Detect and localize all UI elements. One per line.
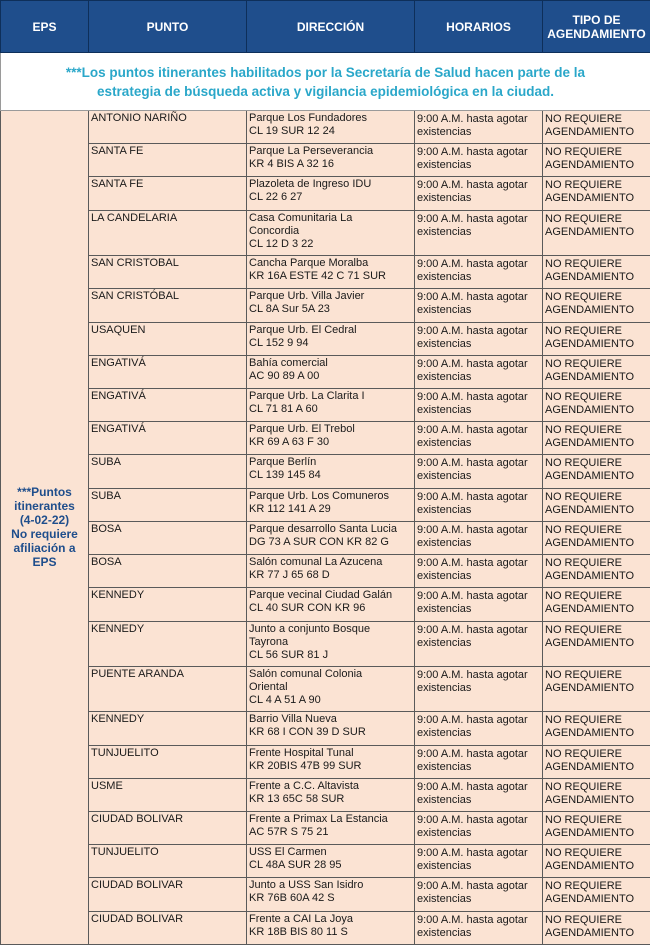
cell-horarios (415, 322, 543, 355)
cell-punto: CIUDAD BOLIVAR (89, 911, 247, 944)
scheduling-type-line: NO REQUIERE (545, 668, 623, 681)
address-line: CL 4 A 51 A 90 (249, 693, 321, 706)
cell-direccion (247, 422, 415, 455)
schedule-line: 9:00 A.M. hasta agotar (417, 847, 528, 860)
address-line: Cancha Parque Moralba (249, 257, 369, 270)
cell-direccion (247, 778, 415, 811)
scheduling-type-line: NO REQUIERE (545, 490, 623, 503)
address-line: Parque vecinal Ciudad Galán (249, 589, 393, 602)
cell-punto: SUBA (89, 488, 247, 521)
table-row (1, 588, 650, 621)
address-line: Parque desarrollo Santa Lucia (249, 522, 397, 535)
address-line: Frente a Primax La Estancia (249, 812, 388, 825)
address-line: KR 4 BIS A 32 16 (249, 158, 335, 171)
address-line: CL 56 SUR 81 J (249, 648, 329, 661)
scheduling-type-line: NO REQUIERE (545, 880, 623, 893)
scheduling-type-line: AGENDAMIENTO (545, 437, 635, 450)
table-row (1, 144, 650, 177)
cell-direccion (247, 712, 415, 745)
cell-punto: TUNJUELITO (89, 845, 247, 878)
address-line: Plazoleta de Ingreso IDU (249, 178, 372, 191)
schedule-line: existencias (417, 826, 472, 839)
cell-tipo-agendamiento (543, 422, 650, 455)
scheduling-type-line: AGENDAMIENTO (545, 159, 635, 172)
address-line: KR 76B 60A 42 S (249, 892, 335, 905)
address-line: Frente Hospital Tunal (249, 746, 354, 759)
cell-punto: ENGATIVÁ (89, 355, 247, 388)
scheduling-type-line: AGENDAMIENTO (545, 126, 635, 138)
eps-group-text: (4-02-22) (19, 513, 70, 528)
schedule-line: existencias (417, 727, 472, 740)
schedule-line: 9:00 A.M. hasta agotar (417, 146, 528, 159)
cell-punto: SUBA (89, 455, 247, 488)
cell-horarios (415, 388, 543, 421)
cell-horarios (415, 811, 543, 844)
cell-tipo-agendamiento (543, 521, 650, 554)
address-line: Tayrona (249, 635, 289, 648)
schedule-line: existencias (417, 536, 472, 549)
scheduling-type-line: NO REQUIERE (545, 714, 623, 727)
scheduling-type-line: NO REQUIERE (545, 913, 623, 926)
address-line: CL 12 D 3 22 (249, 237, 314, 250)
table-body (1, 111, 650, 945)
address-line: CL 71 81 A 60 (249, 402, 318, 415)
address-line: Concordia (249, 224, 300, 237)
schedule-line: existencias (417, 437, 472, 450)
address-line: AC 57R S 75 21 (249, 825, 329, 838)
cell-direccion (247, 388, 415, 421)
cell-direccion (247, 621, 415, 666)
cell-tipo-agendamiento (543, 111, 650, 144)
schedule-line: existencias (417, 370, 472, 383)
cell-horarios (415, 111, 543, 144)
table-row (1, 388, 650, 421)
scheduling-type-line: AGENDAMIENTO (545, 681, 635, 694)
cell-horarios (415, 712, 543, 745)
scheduling-type-line: AGENDAMIENTO (545, 826, 635, 839)
cell-horarios (415, 210, 543, 255)
cell-tipo-agendamiento (543, 666, 650, 711)
address-line: CL 40 SUR CON KR 96 (249, 602, 366, 615)
scheduling-type-line: NO REQUIERE (545, 623, 623, 636)
schedule-line: 9:00 A.M. hasta agotar (417, 357, 528, 370)
cell-tipo-agendamiento (543, 455, 650, 488)
table-row (1, 289, 650, 322)
scheduling-type-line: AGENDAMIENTO (545, 760, 635, 773)
cell-punto: BOSA (89, 521, 247, 554)
table-row (1, 555, 650, 588)
schedule-line: existencias (417, 271, 472, 284)
scheduling-type-line: AGENDAMIENTO (545, 603, 635, 616)
cell-punto: KENNEDY (89, 588, 247, 621)
scheduling-type-line: AGENDAMIENTO (545, 337, 635, 350)
scheduling-type-line: NO REQUIERE (545, 813, 623, 826)
address-line: USS El Carmen (249, 846, 327, 859)
schedule-line: existencias (417, 304, 472, 317)
cell-direccion (247, 455, 415, 488)
cell-direccion (247, 322, 415, 355)
address-line: CL 22 6 27 (249, 191, 303, 204)
scheduling-type-line: AGENDAMIENTO (545, 470, 635, 483)
cell-direccion (247, 911, 415, 944)
address-line: CL 152 9 94 (249, 336, 309, 349)
scheduling-type-line: AGENDAMIENTO (545, 536, 635, 549)
cell-tipo-agendamiento (543, 745, 650, 778)
table-row (1, 322, 650, 355)
address-line: AC 90 89 A 00 (249, 369, 320, 382)
cell-horarios (415, 621, 543, 666)
table-header (1, 1, 650, 53)
schedule-line: existencias (417, 603, 472, 616)
eps-group-text: EPS (32, 555, 57, 570)
table-row (1, 488, 650, 521)
scheduling-type-line: AGENDAMIENTO (545, 225, 635, 238)
header-direccion: DIRECCIÓN (247, 1, 415, 53)
address-line: CL 19 SUR 12 24 (249, 125, 335, 137)
table-row (1, 422, 650, 455)
eps-group-text: No requiere (11, 527, 78, 542)
scheduling-type-line: AGENDAMIENTO (545, 727, 635, 740)
cell-horarios (415, 666, 543, 711)
cell-punto: CIUDAD BOLIVAR (89, 878, 247, 911)
cell-direccion (247, 177, 415, 210)
cell-horarios (415, 488, 543, 521)
cell-direccion (247, 256, 415, 289)
schedule-line: existencias (417, 225, 472, 238)
cell-tipo-agendamiento (543, 778, 650, 811)
address-line: Parque Los Fundadores (249, 112, 368, 124)
schedule-line: existencias (417, 159, 472, 172)
address-line: CL 8A Sur 5A 23 (249, 303, 330, 316)
notice-text: ***Los puntos itinerantes habilitados por la Secretaría de Salud hacen parte de la estrategia de búsqueda activa y vigilancia epidemiológica en la ciudad. (1, 53, 650, 111)
schedule-line: 9:00 A.M. hasta agotar (417, 212, 528, 225)
schedule-line: 9:00 A.M. hasta agotar (417, 113, 528, 125)
cell-horarios (415, 778, 543, 811)
cell-horarios (415, 256, 543, 289)
schedule-line: 9:00 A.M. hasta agotar (417, 490, 528, 503)
schedule-line: 9:00 A.M. hasta agotar (417, 258, 528, 271)
scheduling-type-line: NO REQUIERE (545, 357, 623, 370)
cell-punto: USME (89, 778, 247, 811)
schedule-line: 9:00 A.M. hasta agotar (417, 523, 528, 536)
eps-group-cell (1, 111, 89, 945)
scheduling-type-line: NO REQUIERE (545, 212, 623, 225)
address-line: Parque Urb. Villa Javier (249, 290, 365, 303)
cell-tipo-agendamiento (543, 256, 650, 289)
cell-punto: BOSA (89, 555, 247, 588)
cell-punto: SAN CRISTÓBAL (89, 289, 247, 322)
scheduling-type-line: NO REQUIERE (545, 457, 623, 470)
schedule-line: existencias (417, 860, 472, 873)
schedule-line: existencias (417, 403, 472, 416)
schedule-line: existencias (417, 893, 472, 906)
cell-direccion (247, 111, 415, 144)
cell-tipo-agendamiento (543, 588, 650, 621)
cell-punto: SANTA FE (89, 177, 247, 210)
cell-horarios (415, 911, 543, 944)
schedule-line: 9:00 A.M. hasta agotar (417, 179, 528, 192)
scheduling-type-line: AGENDAMIENTO (545, 793, 635, 806)
cell-tipo-agendamiento (543, 911, 650, 944)
cell-tipo-agendamiento (543, 144, 650, 177)
cell-tipo-agendamiento (543, 322, 650, 355)
address-line: Parque Urb. El Cedral (249, 323, 357, 336)
cell-punto: ANTONIO NARIÑO (89, 111, 247, 144)
address-line: Oriental (249, 680, 288, 693)
scheduling-type-line: AGENDAMIENTO (545, 570, 635, 583)
address-line: KR 18B BIS 80 11 S (249, 925, 348, 938)
address-line: KR 112 141 A 29 (249, 502, 331, 515)
table-row (1, 455, 650, 488)
cell-tipo-agendamiento (543, 210, 650, 255)
schedule-line: existencias (417, 503, 472, 516)
address-line: Parque Berlín (249, 456, 317, 469)
address-line: Junto a USS San Isidro (249, 879, 364, 892)
eps-group-text: afiliación a (13, 541, 76, 556)
cell-tipo-agendamiento (543, 555, 650, 588)
header-tipo-agendamiento: TIPO DE AGENDAMIENTO (543, 1, 650, 53)
address-line: Parque Urb. El Trebol (249, 423, 355, 436)
scheduling-type-line: NO REQUIERE (545, 523, 623, 536)
cell-direccion (247, 488, 415, 521)
schedule-line: existencias (417, 470, 472, 483)
schedule-line: 9:00 A.M. hasta agotar (417, 668, 528, 681)
address-line: KR 16A ESTE 42 C 71 SUR (249, 270, 386, 283)
cell-punto: TUNJUELITO (89, 745, 247, 778)
cell-horarios (415, 177, 543, 210)
address-line: KR 13 65C 58 SUR (249, 792, 345, 805)
cell-horarios (415, 878, 543, 911)
address-line: Parque Urb. La Clarita I (249, 389, 365, 402)
address-line: Bahía comercial (249, 356, 328, 369)
cell-horarios (415, 555, 543, 588)
schedule-line: existencias (417, 760, 472, 773)
address-line: Frente a C.C. Altavista (249, 779, 360, 792)
table-row (1, 210, 650, 255)
schedule-line: 9:00 A.M. hasta agotar (417, 780, 528, 793)
address-line: Frente a CAI La Joya (249, 912, 353, 925)
cell-tipo-agendamiento (543, 845, 650, 878)
scheduling-type-line: AGENDAMIENTO (545, 636, 635, 649)
header-eps: EPS (1, 1, 89, 53)
schedule-line: 9:00 A.M. hasta agotar (417, 390, 528, 403)
address-line: Casa Comunitaria La (249, 211, 353, 224)
table-row (1, 521, 650, 554)
scheduling-type-line: AGENDAMIENTO (545, 192, 635, 205)
address-line: Salón comunal Colonia (249, 667, 363, 680)
scheduling-type-line: AGENDAMIENTO (545, 926, 635, 939)
scheduling-type-line: AGENDAMIENTO (545, 370, 635, 383)
cell-horarios (415, 745, 543, 778)
scheduling-type-line: AGENDAMIENTO (545, 304, 635, 317)
schedule-line: existencias (417, 793, 472, 806)
cell-punto: KENNEDY (89, 712, 247, 745)
cell-punto: ENGATIVÁ (89, 422, 247, 455)
scheduling-type-line: NO REQUIERE (545, 557, 623, 570)
cell-tipo-agendamiento (543, 177, 650, 210)
cell-horarios (415, 289, 543, 322)
cell-horarios (415, 422, 543, 455)
scheduling-type-line: NO REQUIERE (545, 424, 623, 437)
cell-direccion (247, 289, 415, 322)
cell-punto: PUENTE ARANDA (89, 666, 247, 711)
address-line: KR 68 I CON 39 D SUR (249, 726, 366, 739)
scheduling-type-line: NO REQUIERE (545, 847, 623, 860)
schedule-line: 9:00 A.M. hasta agotar (417, 913, 528, 926)
table-row (1, 745, 650, 778)
scheduling-type-line: NO REQUIERE (545, 291, 623, 304)
eps-group-text: itinerantes (14, 499, 75, 514)
cell-tipo-agendamiento (543, 388, 650, 421)
cell-tipo-agendamiento (543, 878, 650, 911)
cell-punto: SANTA FE (89, 144, 247, 177)
table-row (1, 177, 650, 210)
table-row (1, 256, 650, 289)
cell-direccion (247, 555, 415, 588)
cell-direccion (247, 210, 415, 255)
cell-direccion (247, 745, 415, 778)
address-line: Salón comunal La Azucena (249, 556, 383, 569)
table-row (1, 355, 650, 388)
schedule-line: 9:00 A.M. hasta agotar (417, 291, 528, 304)
header-horarios: HORARIOS (415, 1, 543, 53)
schedule-line: 9:00 A.M. hasta agotar (417, 714, 528, 727)
cell-direccion (247, 845, 415, 878)
scheduling-type-line: NO REQUIERE (545, 179, 623, 192)
schedule-line: existencias (417, 337, 472, 350)
address-line: KR 69 A 63 F 30 (249, 436, 330, 449)
cell-tipo-agendamiento (543, 811, 650, 844)
schedule-line: 9:00 A.M. hasta agotar (417, 457, 528, 470)
scheduling-type-line: AGENDAMIENTO (545, 403, 635, 416)
cell-tipo-agendamiento (543, 488, 650, 521)
scheduling-type-line: NO REQUIERE (545, 258, 623, 271)
cell-punto: LA CANDELARIA (89, 210, 247, 255)
cell-horarios (415, 588, 543, 621)
schedule-line: existencias (417, 192, 472, 205)
address-line: Junto a conjunto Bosque (249, 622, 371, 635)
address-line: CL 139 145 84 (249, 469, 321, 482)
cell-horarios (415, 455, 543, 488)
cell-direccion (247, 878, 415, 911)
eps-group-text: ***Puntos (17, 485, 72, 500)
scheduling-type-line: NO REQUIERE (545, 390, 623, 403)
cell-direccion (247, 144, 415, 177)
schedule-line: 9:00 A.M. hasta agotar (417, 623, 528, 636)
cell-punto: SAN CRISTOBAL (89, 256, 247, 289)
schedule-line: 9:00 A.M. hasta agotar (417, 324, 528, 337)
address-line: Parque Urb. Los Comuneros (249, 489, 390, 502)
schedule-line: existencias (417, 636, 472, 649)
address-line: KR 20BIS 47B 99 SUR (249, 759, 362, 772)
table-row (1, 845, 650, 878)
address-line: Barrio Villa Nueva (249, 713, 337, 726)
cell-direccion (247, 811, 415, 844)
cell-horarios (415, 845, 543, 878)
table-row (1, 878, 650, 911)
schedule-line: existencias (417, 126, 472, 138)
cell-punto: KENNEDY (89, 621, 247, 666)
schedule-line: 9:00 A.M. hasta agotar (417, 424, 528, 437)
address-line: DG 73 A SUR CON KR 82 G (249, 535, 389, 548)
table-row (1, 621, 650, 666)
cell-tipo-agendamiento (543, 621, 650, 666)
table-row (1, 811, 650, 844)
table-row (1, 666, 650, 711)
scheduling-type-line: AGENDAMIENTO (545, 860, 635, 873)
table-row (1, 712, 650, 745)
schedule-line: 9:00 A.M. hasta agotar (417, 557, 528, 570)
scheduling-type-line: AGENDAMIENTO (545, 893, 635, 906)
header-punto: PUNTO (89, 1, 247, 53)
scheduling-type-line: NO REQUIERE (545, 590, 623, 603)
scheduling-type-line: NO REQUIERE (545, 113, 623, 125)
cell-direccion (247, 666, 415, 711)
scheduling-type-line: NO REQUIERE (545, 146, 623, 159)
cell-direccion (247, 588, 415, 621)
table-row (1, 778, 650, 811)
schedule-line: 9:00 A.M. hasta agotar (417, 880, 528, 893)
scheduling-type-line: NO REQUIERE (545, 324, 623, 337)
scheduling-type-line: NO REQUIERE (545, 747, 623, 760)
table-row (1, 111, 650, 144)
scheduling-type-line: NO REQUIERE (545, 780, 623, 793)
schedule-line: existencias (417, 570, 472, 583)
cell-punto: ENGATIVÁ (89, 388, 247, 421)
cell-tipo-agendamiento (543, 289, 650, 322)
scheduling-type-line: AGENDAMIENTO (545, 503, 635, 516)
schedule-line: 9:00 A.M. hasta agotar (417, 813, 528, 826)
address-line: Parque La Perseverancia (249, 145, 374, 158)
cell-punto: USAQUEN (89, 322, 247, 355)
schedule-line: existencias (417, 681, 472, 694)
cell-tipo-agendamiento (543, 355, 650, 388)
scheduling-type-line: AGENDAMIENTO (545, 271, 635, 284)
cell-horarios (415, 521, 543, 554)
schedule-line: 9:00 A.M. hasta agotar (417, 747, 528, 760)
cell-direccion (247, 521, 415, 554)
cell-direccion (247, 355, 415, 388)
schedule-line: existencias (417, 926, 472, 939)
table-row (1, 911, 650, 944)
schedule-line: 9:00 A.M. hasta agotar (417, 590, 528, 603)
cell-horarios (415, 355, 543, 388)
cell-horarios (415, 144, 543, 177)
address-line: CL 48A SUR 28 95 (249, 859, 342, 872)
notice-row (1, 53, 650, 111)
cell-tipo-agendamiento (543, 712, 650, 745)
cell-punto: CIUDAD BOLIVAR (89, 811, 247, 844)
address-line: KR 77 J 65 68 D (249, 569, 330, 582)
